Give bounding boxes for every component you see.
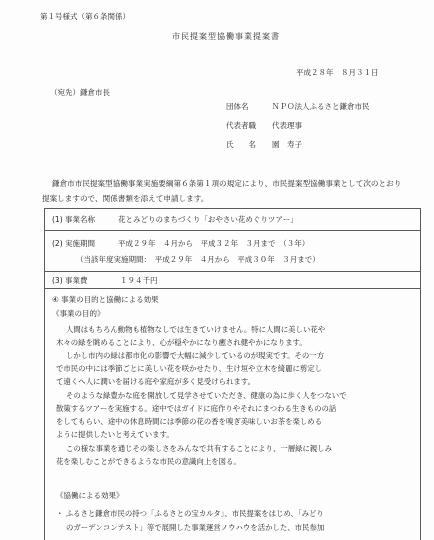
purpose-line: 人間はもちろん動物も植物なしでは生きていけません。特に人間に美しい花や — [66, 325, 326, 334]
section1-label: (1) 事業名称 — [52, 215, 96, 224]
section2-label: (2) 実施期間 — [52, 239, 96, 248]
row-divider — [44, 230, 420, 231]
purpose-line: て遠くへ人に潤いを届ける庭や家庭が多く見受けられます。 — [56, 377, 255, 386]
application-statement: 鎌倉市市民提案型協働事業実施要綱第６条第１項の規定により、市民提案型協働事業として次のとおり提案しますので、関係書類を添えて申請します。 — [42, 179, 402, 203]
addressee: （宛先）鎌倉市長 — [50, 88, 110, 97]
rep-title-label: 代表者職 — [226, 121, 256, 130]
purpose-line: 花を楽しむことができるような市民の意識向上を図る。 — [56, 457, 241, 466]
purpose-line: をしてもらい、途中の休息時間には季節の花の香を嗅ぎ美味しいお茶を楽しめる — [56, 417, 323, 426]
row-divider — [44, 288, 420, 289]
section2-value: 平成２９年 ４月から 平成３２年 ３月まで （３年） — [118, 239, 310, 248]
table-left-border — [44, 208, 45, 540]
name-value: 園 寿子 — [272, 140, 302, 149]
purpose-line: で市民の中には季節ごとに美しい花を咲かせたり、生け垣や立木を綺麗に剪定し — [56, 364, 323, 373]
effect-line: のガーデンコンテスト」等で展開した事業運営ノウハウを活かした、市民参加 — [66, 523, 325, 532]
table-right-border — [420, 208, 421, 540]
table-top-border — [44, 208, 420, 209]
form-number: 第１号様式（第６条関係） — [40, 12, 130, 21]
purpose-line: ように提供したいと考えています。 — [56, 430, 174, 439]
purpose-heading: 《事業の目的》 — [52, 309, 105, 318]
effect-line: ・ ふるさと鎌倉市民の持つ「ふるさとの宝カルタ」、市民提案をはじめ、「みどり — [56, 509, 324, 518]
purpose-line: そのような緑豊かな庭を開放して見学させていただき、健康の為に歩く人をつないで — [66, 391, 347, 400]
submission-date: 平成２８年 ８月３１日 — [296, 68, 379, 77]
row-divider — [44, 271, 420, 272]
purpose-line: この様な事業を通じその楽しさをみんなで共有することにより、一層緑に親しみ — [66, 444, 333, 453]
section4-heading: ④ 事業の目的と協働による効果 — [52, 295, 159, 304]
purpose-line: 木々の緑を眺めることにより、心が穏やかになり癒され健やかになります。 — [56, 338, 307, 347]
rep-title-value: 代表理事 — [272, 121, 302, 130]
org-name-value: ＮＰＯ法人ふるさと鎌倉市民 — [272, 102, 370, 111]
effect-heading: 《協働による効果》 — [56, 491, 124, 500]
name-label: 氏 名 — [226, 140, 256, 149]
section3-value: １９４千円 — [120, 276, 158, 285]
org-name-label: 団体名 — [226, 102, 249, 111]
section1-value: 花とみどりのまちづくり「おやさい花めぐりツアー」 — [118, 215, 298, 224]
section2-subnote: （当該年度実施期間： 平成２９年 ４月から 平成３０年 ３月まで） — [76, 255, 320, 264]
section3-label: (3) 事業費 — [52, 276, 88, 285]
document-title: 市民提案型協働事業提案書 — [172, 32, 280, 41]
purpose-line: しかし市内の緑は都市化の影響で大幅に減少しているのが現実です。その一方 — [66, 351, 325, 360]
purpose-line: 散策するツアーを実施する。途中ではガイドに庭作りやそれにまつわる生きものの話 — [56, 404, 337, 413]
